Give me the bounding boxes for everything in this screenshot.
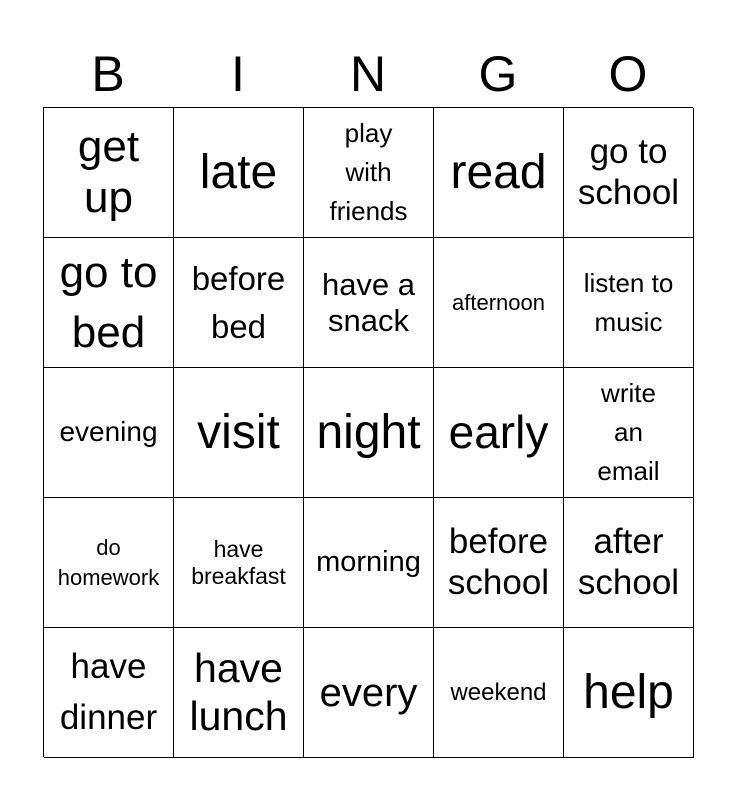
header-letter-o: O — [608, 46, 648, 102]
bingo-cell[interactable] — [434, 498, 564, 628]
cell-text: after school — [577, 522, 680, 602]
cell-text: read — [450, 145, 547, 199]
bingo-cell[interactable] — [304, 628, 434, 758]
cell-text: before bed — [191, 259, 286, 345]
bingo-cell[interactable] — [174, 238, 304, 368]
bingo-cell[interactable] — [304, 238, 434, 368]
bingo-cell[interactable] — [564, 628, 694, 758]
bingo-cell[interactable] — [434, 368, 564, 498]
bingo-cell[interactable] — [44, 238, 174, 368]
bingo-cell[interactable] — [44, 498, 174, 628]
bingo-card-grid — [43, 107, 693, 757]
cell-text: have breakfast — [191, 536, 286, 589]
bingo-cell[interactable] — [564, 368, 694, 498]
bingo-cell[interactable] — [174, 368, 304, 498]
bingo-cell[interactable] — [44, 108, 174, 238]
cell-text: night — [316, 405, 421, 459]
cell-text: visit — [197, 405, 280, 459]
cell-text: get up — [77, 121, 140, 222]
bingo-cell[interactable] — [174, 498, 304, 628]
cell-text: have dinner — [59, 646, 158, 737]
cell-text: do homework — [57, 534, 160, 590]
bingo-cell[interactable] — [564, 108, 694, 238]
cell-text: evening — [59, 416, 158, 448]
cell-text: before school — [447, 522, 550, 602]
header-letter-n: N — [349, 46, 387, 102]
header-letter-g: G — [478, 46, 518, 102]
cell-text: help — [583, 665, 674, 719]
bingo-cell[interactable] — [304, 368, 434, 498]
cell-text: have lunch — [189, 645, 288, 739]
bingo-cell[interactable] — [564, 498, 694, 628]
cell-text: late — [199, 145, 278, 199]
bingo-cell[interactable] — [434, 108, 564, 238]
cell-text: morning — [316, 545, 421, 578]
bingo-cell[interactable] — [434, 238, 564, 368]
bingo-cell[interactable] — [304, 108, 434, 238]
bingo-cell[interactable] — [44, 368, 174, 498]
header-letter-b: B — [91, 46, 125, 102]
bingo-cell[interactable] — [174, 628, 304, 758]
bingo-cell[interactable] — [44, 628, 174, 758]
cell-text: write an email — [597, 378, 660, 486]
cell-text: afternoon — [452, 289, 545, 315]
cell-text: weekend — [450, 678, 547, 706]
bingo-cell[interactable] — [174, 108, 304, 238]
cell-text: every — [319, 670, 418, 715]
cell-text: have a snack — [321, 266, 416, 338]
bingo-cell[interactable] — [434, 628, 564, 758]
cell-text: early — [448, 406, 549, 459]
cell-text: go to bed — [59, 248, 158, 357]
cell-text: play with friends — [329, 118, 408, 226]
bingo-cell[interactable] — [304, 498, 434, 628]
cell-text: listen to music — [583, 267, 674, 337]
header-letter-i: I — [231, 46, 245, 102]
bingo-header — [43, 40, 693, 108]
cell-text: go to school — [577, 132, 680, 212]
bingo-cell[interactable] — [564, 238, 694, 368]
